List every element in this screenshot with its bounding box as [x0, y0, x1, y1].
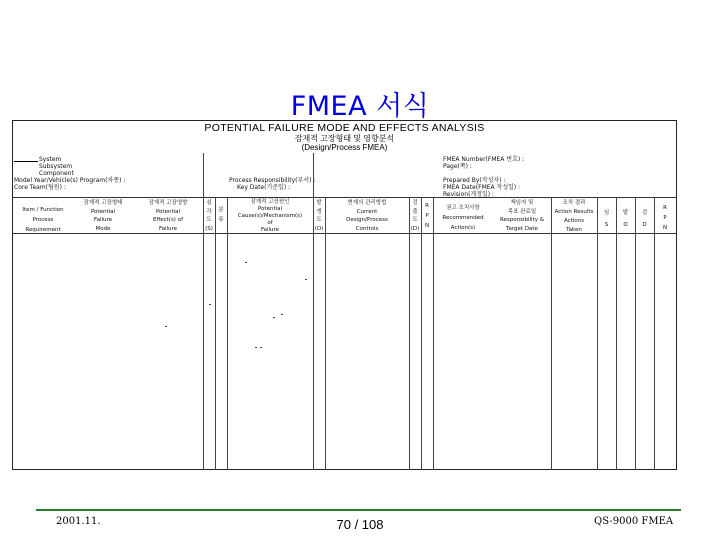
- field-subsystem: Subsystem: [39, 163, 73, 170]
- col-recommended-action: 권고 조치사항 Recommended Action(s): [442, 205, 484, 231]
- col-responsibility: 책임자 및 목표 완료일 Responsibility & Target Date: [499, 200, 545, 232]
- grid-line: [551, 197, 552, 470]
- col-failure-cause: 잠재적 고장원인 Potential Cause(s)/Mechanism(s) of Failure: [237, 199, 303, 233]
- col-result-rpn: R P N: [662, 205, 668, 231]
- field-revision: Revision(개정일) :: [443, 191, 495, 198]
- grid-line: [654, 197, 655, 470]
- speck: [305, 279, 307, 280]
- grid-line: [203, 153, 204, 470]
- field-key-date: Key Date(기준일) :: [237, 184, 291, 191]
- col-occurrence: 발 생 도 (O): [314, 200, 324, 232]
- field-component: Component: [39, 170, 74, 177]
- col-action-results: 조치 결과 Action Results Actions Taken: [554, 200, 594, 233]
- col-detection: 검 출 도 (D): [410, 200, 420, 232]
- speck: [260, 347, 262, 348]
- field-core-team: Core Team(팀원) :: [14, 184, 66, 191]
- field-fmea-number: FMEA Number(FMEA 번호) :: [443, 156, 525, 163]
- field-prepared-by: Prepared By(작성자) :: [443, 177, 506, 184]
- speck: [209, 304, 211, 305]
- form-title-en: POTENTIAL FAILURE MODE AND EFFECTS ANALYSIS: [204, 122, 485, 134]
- field-process-responsibility: Process Responsibility(부서) :: [229, 177, 316, 184]
- grid-line: [409, 197, 410, 470]
- grid-line: [421, 197, 422, 470]
- speck: [255, 347, 257, 348]
- col-item-function: Item / Function Process Requirement: [22, 207, 64, 233]
- fmea-form: [12, 120, 677, 470]
- grid-line: [227, 197, 228, 470]
- grid-line: [325, 197, 326, 470]
- col-severity: 심 각 도 (S): [205, 200, 213, 232]
- col-current-controls: 현재의 관리방법 Current Design/Process Controls: [346, 200, 388, 232]
- footer-divider: [36, 509, 681, 511]
- grid-line: [635, 197, 636, 470]
- field-model-year: Model Year/Vehicle(s) Program(차종) :: [14, 177, 126, 184]
- col-rpn: R P N: [424, 203, 430, 229]
- grid-line: [616, 197, 617, 470]
- field-system: System: [39, 156, 62, 163]
- form-title-kr: 잠재적 고장형태 및 영향분석: [294, 134, 395, 143]
- field-fmea-date: FMEA Date(FMEA 작성일) :: [443, 184, 521, 191]
- speck: [165, 326, 167, 327]
- col-class: 분 류: [218, 207, 224, 223]
- col-failure-mode: 잠재적 고장형태 Potential Failure Mode: [83, 200, 123, 232]
- footer-doc-title: QS-9000 FMEA: [594, 516, 674, 527]
- col-result-occurrence: 발 O: [622, 210, 629, 228]
- system-underline: [14, 161, 38, 162]
- grid-line: [597, 197, 598, 470]
- col-failure-effect: 잠재적 고장영향 Potential Effect(s) of Failure: [148, 200, 188, 232]
- grid-line: [215, 197, 216, 470]
- speck: [281, 314, 283, 315]
- column-header-top-line: [13, 197, 676, 198]
- grid-line: [433, 197, 434, 470]
- speck: [245, 262, 247, 263]
- grid-line: [313, 153, 314, 470]
- col-result-detection: 검 D: [641, 210, 648, 228]
- slide-title: FMEA 서식: [290, 91, 430, 122]
- footer-date: 2001.11.: [56, 516, 101, 527]
- field-page: Page(쪽) :: [443, 163, 472, 170]
- form-subtitle: (Design/Process FMEA): [301, 143, 388, 152]
- speck: [273, 317, 275, 318]
- col-result-severity: 심 S: [603, 210, 610, 228]
- page-number: 70 / 108: [336, 517, 384, 532]
